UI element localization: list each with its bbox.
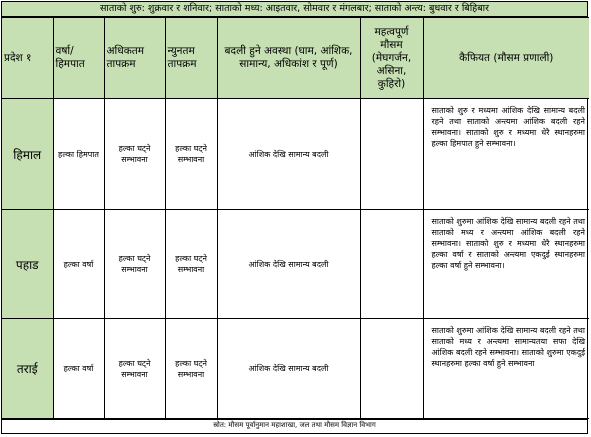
header-rain: वर्षा/ हिमपात xyxy=(53,18,104,99)
rain-cell: हल्का हिमपात xyxy=(53,99,104,210)
min-temp-cell: हल्का घट्ने सम्भावना xyxy=(165,319,217,419)
region-cell: तराई xyxy=(2,319,53,419)
significant-weather-cell xyxy=(360,99,423,210)
max-temp-cell: हल्का घट्ने सम्भावना xyxy=(104,210,165,319)
significant-weather-cell xyxy=(360,210,423,319)
max-temp-cell: हल्का घट्ने सम्भावना xyxy=(104,319,165,419)
region-cell: हिमाल xyxy=(2,99,53,210)
min-temp-cell: हल्का घट्ने सम्भावना xyxy=(165,99,217,210)
remarks-text: साताको शुरु र मध्यमा आंशिक देखि सामान्य बदली रहने तथा साताको अन्त्यमा आंशिक बदली रहने सम्भावना। साताको शुरु र मध्यमा धेरै स्थानहरुमा हल्का हिमपात हुने सम्भावना। xyxy=(431,106,585,148)
table-row-terai xyxy=(2,319,589,419)
remarks-text: साताको शुरुमा आंशिक देखि सामान्य बदली रहने तथा साताको मध्य र अन्त्यमा आंशिक बदली रहने सम्भावना। साताको शुरु र मध्यमा धेरै स्थानहरुमा हल्का वर्षा र साताको अन्त्यमा एकदुई स्थानहरुमा हल्का वर्षा हुने सम्भावना। xyxy=(431,217,585,270)
remarks-text: साताको शुरुमा आंशिक देखि सामान्य बदली रहने तथा साताको मध्य र अन्त्यमा सामान्यतया सफा देखि आंशिक बदली रहने सम्भावना। साताको शुरुमा एकदुई स्थानहरुमा हल्का वर्षा हुने सम्भावना xyxy=(431,326,585,368)
forecast-table xyxy=(2,17,589,419)
remarks-cell xyxy=(423,319,589,419)
rain-cell: हल्का वर्षा xyxy=(53,210,104,319)
max-temp-cell: हल्का घट्ने सम्भावना xyxy=(104,99,165,210)
header-max-temp: अधिकतम तापक्रम xyxy=(104,18,165,99)
header-min-temp: न्युनतम तापक्रम xyxy=(165,18,217,99)
region-cell: पहाड xyxy=(2,210,53,319)
table-row-pahad xyxy=(2,210,589,319)
variability-cell: आंशिक देखि सामान्य बदली xyxy=(217,99,360,210)
significant-weather-cell xyxy=(360,319,423,419)
source-note: स्रोत: मौसम पूर्वानुमान महाशाखा, जल तथा मौसम विज्ञान विभाग xyxy=(2,419,587,431)
week-definition-title: साताको शुरु: शुक्रवार र शनिवार; साताको मध्य: आइतवार, सोमवार र मंगलबार; साताको अन्त्य: बुधवार र बिहिबार xyxy=(2,2,587,17)
min-temp-cell: हल्का घट्ने सम्भावना xyxy=(165,210,217,319)
header-remarks: कैफियत (मौसम प्रणाली) xyxy=(423,18,589,99)
header-province: प्रदेश १ xyxy=(2,18,53,99)
variability-cell: आंशिक देखि सामान्य बदली xyxy=(217,319,360,419)
table-row-himal xyxy=(2,99,589,210)
header-significant-weather: महत्वपूर्ण मौसम (मेघगर्जन, असिना, कुहिरो) xyxy=(360,18,423,99)
variability-cell: आंशिक देखि सामान्य बदली xyxy=(217,210,360,319)
rain-cell: हल्का वर्षा xyxy=(53,319,104,419)
table-header-row xyxy=(2,18,589,99)
remarks-cell xyxy=(423,210,589,319)
header-variability: बदली हुने अवस्था (घाम, आंशिक, सामान्य, अधिकांश र पूर्ण) xyxy=(217,18,360,99)
remarks-cell xyxy=(423,99,589,210)
weekly-forecast-table-frame xyxy=(1,1,588,434)
